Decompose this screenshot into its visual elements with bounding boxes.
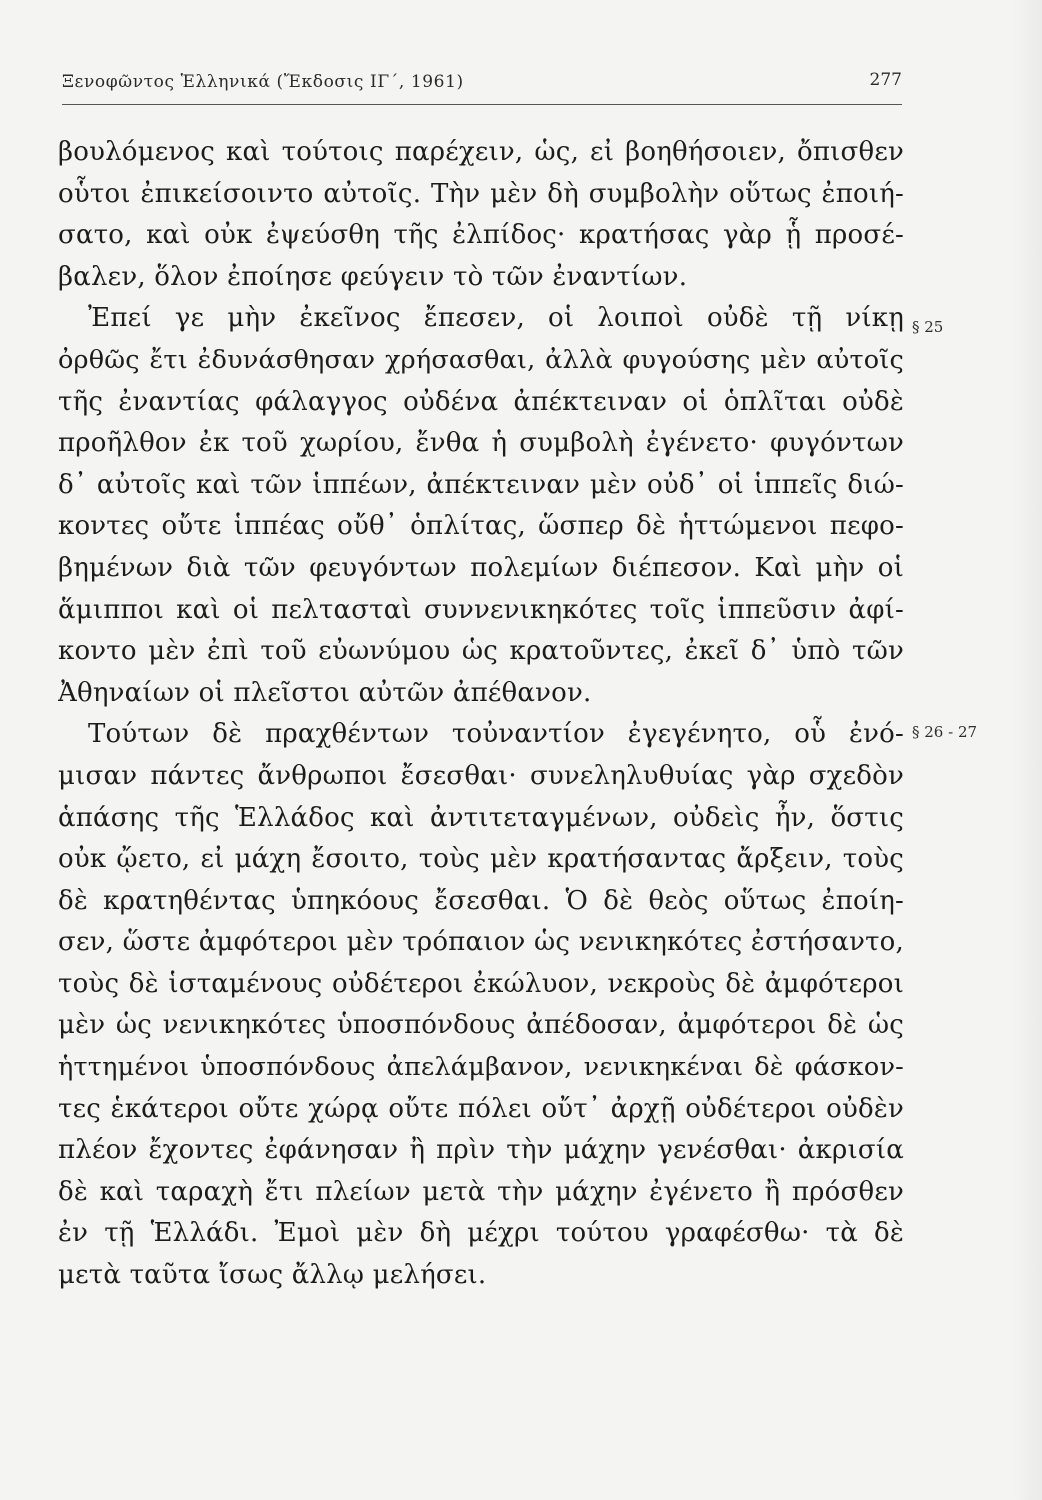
text-line: βαλεν, ὅλον ἐποίησε φεύγειν τὸ τῶν ἐναντίων. [58,261,688,292]
text-line: προῆλθον ἐκ τοῦ χωρίου, ἔνθα ἡ συμβολὴ ἐγένετο· φυγόντων [58,428,904,459]
text-line: τῆς ἐναντίας φάλαγγος οὐδένα ἀπέκτειναν οἱ ὁπλῖται οὐδὲ [58,386,904,417]
text-line: μὲν ὡς νενικηκότες ὑποσπόνδους ἀπέδοσαν, ἀμφότεροι δὲ ὡς [58,1010,904,1041]
text-line: μισαν πάντες ἄνθρωποι ἔσεσθαι· συνεληλυθυίας γὰρ σχεδὸν [58,760,904,791]
text-line: οὗτοι ἐπικείσοιντο αὐτοῖς. Τὴν μὲν δὴ συμβολὴν οὕτως ἐποιή- [58,178,904,209]
running-header-title: Ξενοφῶντος Ἑλληνικά (Ἔκδοσις ΙΓ΄, 1961) [62,72,464,92]
header-divider [62,104,902,105]
text-line: ἐν τῇ Ἑλλάδι. Ἐμοὶ μὲν δὴ μέχρι τούτου γραφέσθω· τὰ δὲ [58,1218,904,1249]
text-line: ἁπάσης τῆς Ἑλλάδος καὶ ἀντιτεταγμένων, οὐδεὶς ἦν, ὅστις [58,802,904,833]
running-header [62,72,902,102]
text-line: ἡττημένοι ὑποσπόνδους ἀπελάμβανον, νενικηκέναι δὲ φάσκον- [58,1052,904,1083]
text-line: κοντες οὔτε ἱππέας οὔθ᾽ ὁπλίτας, ὥσπερ δὲ ἡττώμενοι πεφο- [58,511,904,542]
text-line: δὲ καὶ ταραχὴ ἔτι πλείων μετὰ τὴν μάχην ἐγένετο ἢ πρόσθεν [58,1176,904,1207]
text-line: Ἀθηναίων οἱ πλεῖστοι αὐτῶν ἀπέθανον. [58,677,592,708]
text-line: βουλόμενος καὶ τούτοις παρέχειν, ὡς, εἰ βοηθήσοιεν, ὄπισθεν [58,137,904,167]
text-line: Τούτων δὲ πραχθέντων τοὐναντίον ἐγεγένητο, οὗ ἐνό- [88,719,904,750]
text-line: σεν, ὥστε ἀμφότεροι μὲν τρόπαιον ὡς νενικηκότες ἐστήσαντο, [58,927,904,958]
margin-section-marker: § 25 [912,318,944,336]
page-number: 277 [869,70,902,90]
page-edge-shading [1012,0,1042,1500]
text-line: Ἐπεί γε μὴν ἐκεῖνος ἔπεσεν, οἱ λοιποὶ οὐδὲ τῇ νίκῃ [88,303,904,334]
text-line: μετὰ ταῦτα ἴσως ἄλλῳ μελήσει. [58,1260,487,1291]
text-line: σατο, καὶ οὐκ ἐψεύσθη τῆς ἐλπίδος· κρατήσας γὰρ ᾗ προσέ- [58,220,904,251]
text-line: βημένων διὰ τῶν φευγόντων πολεμίων διέπεσον. Καὶ μὴν οἱ [58,552,904,583]
text-line: πλέον ἔχοντες ἐφάνησαν ἢ πρὶν τὴν μάχην γενέσθαι· ἀκρισία [58,1135,904,1166]
text-line: κοντο μὲν ἐπὶ τοῦ εὐωνύμου ὡς κρατοῦντες, ἐκεῖ δ᾽ ὑπὸ τῶν [58,636,904,667]
text-line: ἅμιπποι καὶ οἱ πελτασταὶ συννενικηκότες τοῖς ἱππεῦσιν ἀφί- [58,594,904,625]
text-line: δὲ κρατηθέντας ὑπηκόους ἔσεσθαι. Ὁ δὲ θεὸς οὕτως ἐποίη- [58,885,904,916]
text-line: ὀρθῶς ἔτι ἐδυνάσθησαν χρήσασθαι, ἀλλὰ φυγούσης μὲν αὐτοῖς [58,344,904,375]
greek-text-body [58,132,904,1297]
text-line: τες ἑκάτεροι οὔτε χώρᾳ οὔτε πόλει οὔτ᾽ ἀρχῇ οὐδέτεροι οὐδὲν [58,1093,904,1124]
text-line: τοὺς δὲ ἱσταμένους οὐδέτεροι ἐκώλυον, νεκροὺς δὲ ἀμφότεροι [58,968,904,999]
margin-section-marker: § 26 - 27 [912,723,978,741]
text-line: δ᾽ αὐτοῖς καὶ τῶν ἱππέων, ἀπέκτειναν μὲν οὐδ᾽ οἱ ἱππεῖς διώ- [58,469,904,500]
text-line: οὐκ ᾤετο, εἰ μάχη ἔσοιτο, τοὺς μὲν κρατήσαντας ἄρξειν, τοὺς [58,844,904,875]
